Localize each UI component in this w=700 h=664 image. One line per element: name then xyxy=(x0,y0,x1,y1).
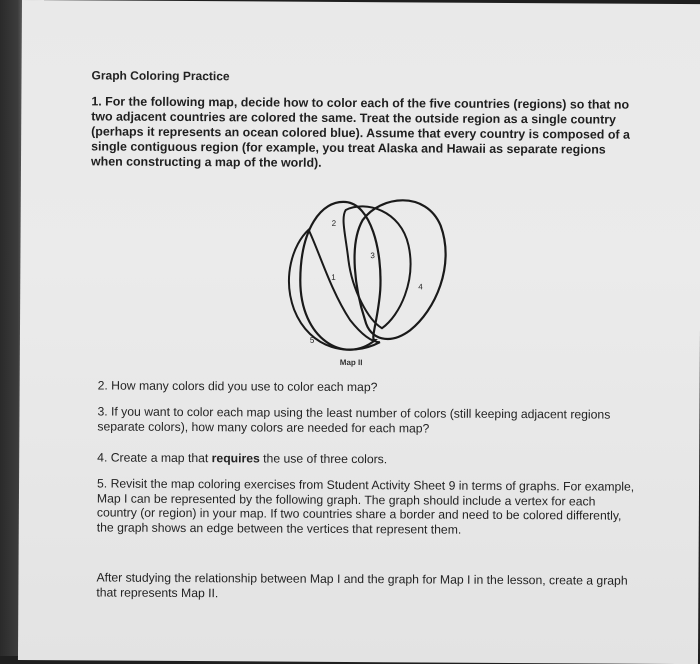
map-region-label-3: 3 xyxy=(370,251,375,261)
map-region-label-5: 5 xyxy=(309,335,315,345)
map-caption: Map II xyxy=(339,357,363,368)
map-ii-diagram xyxy=(270,190,471,381)
map-region-label-2: 2 xyxy=(331,218,337,228)
worksheet-page xyxy=(18,0,700,664)
question-4 xyxy=(97,450,637,468)
question-5-followup: After studying the relationship between Map I and the graph for Map I in the lesson, create a graph that represents Map II. xyxy=(96,570,628,600)
question-4-emphasis: requires xyxy=(211,451,260,466)
question-5: 5. Revisit the map coloring exercises from Student Activity Sheet 9 in terms of graphs. For example, Map I can be represented by the following graph. The graph should include a vertex for each country (or region) in your map. If two countries share a border and need to be colored differently, the graph shows an edge between the vertices that represent them. xyxy=(96,476,635,537)
question-3: 3. If you want to color each map using the least number of colors (still keeping adjacent regions separate colors), how many colors are needed for each map? xyxy=(97,404,611,435)
map-region-label-1: 1 xyxy=(331,272,336,282)
question-2: 2. How many colors did you use to color each map? xyxy=(97,378,378,395)
map-region-label-4: 4 xyxy=(418,282,423,292)
worksheet-title: Graph Coloring Practice xyxy=(91,68,230,84)
question-4-text-end: the use of three colors. xyxy=(259,451,388,467)
map-boundary-outer-loop xyxy=(289,230,381,350)
question-1: 1. For the following map, decide how to color each of the five countries (regions) so that no two adjacent countries are colored the same. Treat the outside region as a single country (perhaps it represents an ocean colored blue). Assume that every country is composed of a single contiguous region (for example, you treat Alaska and Hawaii as separate regions when constructing a map of the world). xyxy=(90,94,630,170)
question-4-text-start: 4. Create a map that xyxy=(97,450,212,466)
